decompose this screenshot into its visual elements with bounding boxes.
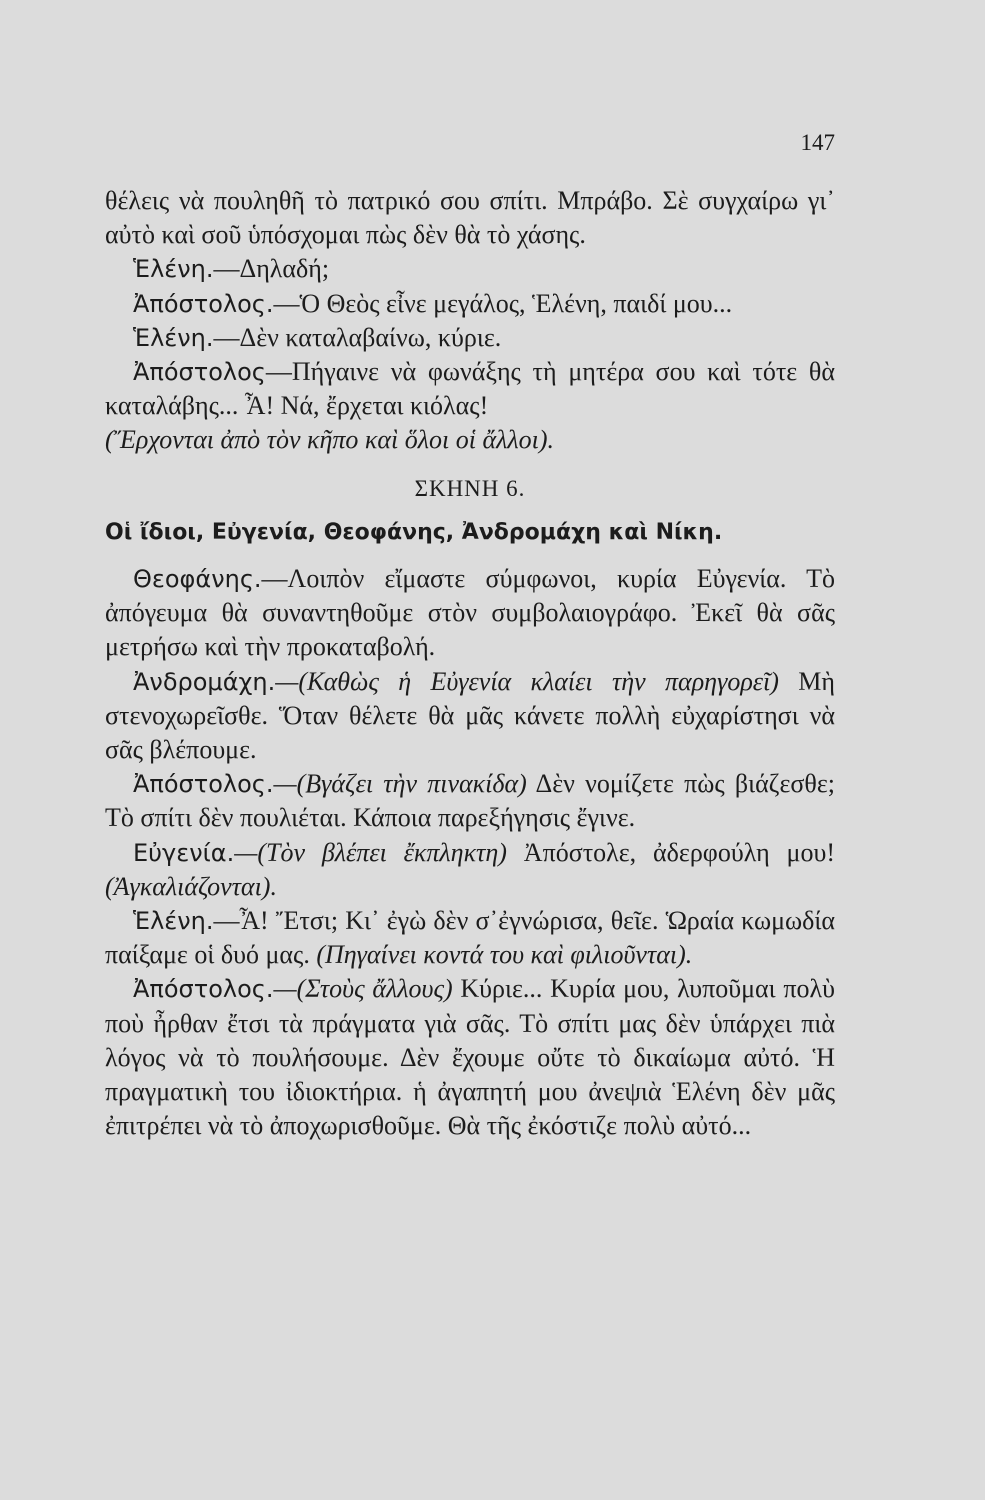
dialogue-text: —Πήγαινε νὰ φωνάξης τὴ μητέρα σου καὶ τότε θὰ καταλάβης... Ἆ! Νά, ἔρχεται κιόλας! <box>105 357 835 421</box>
dialogue-text: —Ἆ! Ἔτσι; Κι᾽ ἐγὼ δὲν σ᾽ἐγνώρισα, θεῖε. Ὡραία κωμωδία παίξαμε οἱ δυό μας. <box>105 906 835 970</box>
speaker-name: Ἀπόστολος <box>133 358 266 387</box>
speaker-name: Ἀνδρομάχη. <box>133 667 276 696</box>
scene-title: ΣΚΗΝΗ 6. <box>414 475 526 501</box>
dialogue-text: —Λοιπὸν εἴμαστε σύμφωνοι, κυρία Εὐγενία. Τὸ ἀπόγευμα θὰ συναντηθοῦμε στὸν συμβολαιογράφο. Ἐκεῖ θὰ σᾶς μετρήσω καὶ τὴν προκαταβολή. <box>105 564 835 662</box>
dialogue-line <box>105 767 835 835</box>
dialogue-text: Μὴ στενοχωρεῖσθε. Ὅταν θέλετε θὰ μᾶς κάνετε πολλὴ εὐχαρίστησι νὰ σᾶς βλέπουμε. <box>105 666 835 765</box>
dialogue-text: Ἀπόστολε, ἀδερφούλη μου! <box>506 837 836 867</box>
dialogue-line <box>105 355 835 423</box>
dialogue-text: —Δηλαδή; <box>213 254 330 284</box>
dialogue-text: —Δὲν καταλαβαίνω, κύριε. <box>213 322 502 352</box>
dialogue-line <box>105 252 835 286</box>
dialogue-line <box>105 904 835 972</box>
page-body <box>105 184 835 1143</box>
speaker-name: Ἀπόστολος. <box>133 975 274 1004</box>
stage-direction-text: (Πηγαίνει κοντά του καὶ φιλιοῦνται). <box>316 940 693 970</box>
stage-direction-text: (Ἔρχονται ἀπὸ τὸν κῆπο καὶ ὅλοι οἱ ἄλλοι). <box>105 425 555 455</box>
speaker-name: Θεοφάνης. <box>133 565 262 594</box>
speaker-name: Ἑλένη. <box>133 323 214 352</box>
dialogue-text: Κύριε... Κυρία μου, λυποῦμαι πολὺ ποὺ ἦρθαν ἔτσι τὰ πράγματα γιὰ σᾶς. Τὸ σπίτι μας δὲν ὑπάρχει πιὰ λόγος νὰ τὸ πουλήσουμε. Δὲν ἔχουμε οὔτε τὸ δικαίωμα αὐτό. Ἡ πραγματικὴ του ἰδιοκτήρια. ἡ ἀγαπητή μου ἀνεψιὰ Ἑλένη δὲν μᾶς ἐπιτρέπει νὰ τὸ ἀποχωρισθοῦμε. Θὰ τῆς ἐκόστιζε πολὺ αὐτό... <box>105 974 836 1141</box>
stage-direction <box>105 423 835 457</box>
dialogue-text: Δὲν νομίζετε πὼς βιάζεσθε; Τὸ σπίτι δὲν πουλιέται. Κάποια παρεξήγησις ἔγινε. <box>105 769 835 833</box>
scene-cast: Οἱ ἴδιοι, Εὐγενία, Θεοφάνης, Ἀνδρομάχη καὶ Νίκη. <box>105 519 723 545</box>
speaker-name: Ἀπόστολος. <box>133 770 274 799</box>
speaker-name: Ἑλένη. <box>133 907 214 936</box>
stage-direction-text: —(Στοὺς ἄλλους) <box>273 974 453 1004</box>
dialogue-line <box>105 287 835 321</box>
paragraph-continuation: θέλεις νὰ πουληθῆ τὸ πατρικό σου σπίτι. Μπράβο. Σὲ συγχαίρω γι᾽ αὐτὸ καὶ σοῦ ὑπόσχομαι πὼς δὲν θὰ τὸ χάσης. <box>105 186 835 250</box>
page-number: 147 <box>800 130 835 155</box>
stage-direction-text: —(Καθὼς ἡ Εὐγενία κλαίει τὴν παρηγορεῖ) <box>275 666 779 696</box>
stage-direction-text: —(Τὸν βλέπει ἔκπληκτη) <box>234 837 507 867</box>
dialogue-line <box>105 321 835 355</box>
dialogue-line <box>105 836 835 904</box>
dialogue-line <box>105 972 835 1143</box>
stage-direction-text: (Ἀγκαλιάζονται). <box>105 871 277 901</box>
speaker-name: Ἑλένη. <box>133 255 214 284</box>
speaker-name: Εὐγενία. <box>133 838 235 867</box>
dialogue-line <box>105 562 835 665</box>
stage-direction-text: —(Βγάζει τὴν πινακίδα) <box>273 769 527 799</box>
dialogue-line <box>105 665 835 768</box>
speaker-name: Ἀπόστολος. <box>133 289 274 318</box>
dialogue-text: —Ὁ Θεὸς εἶνε μεγάλος, Ἑλένη, παιδί μου... <box>273 288 733 318</box>
